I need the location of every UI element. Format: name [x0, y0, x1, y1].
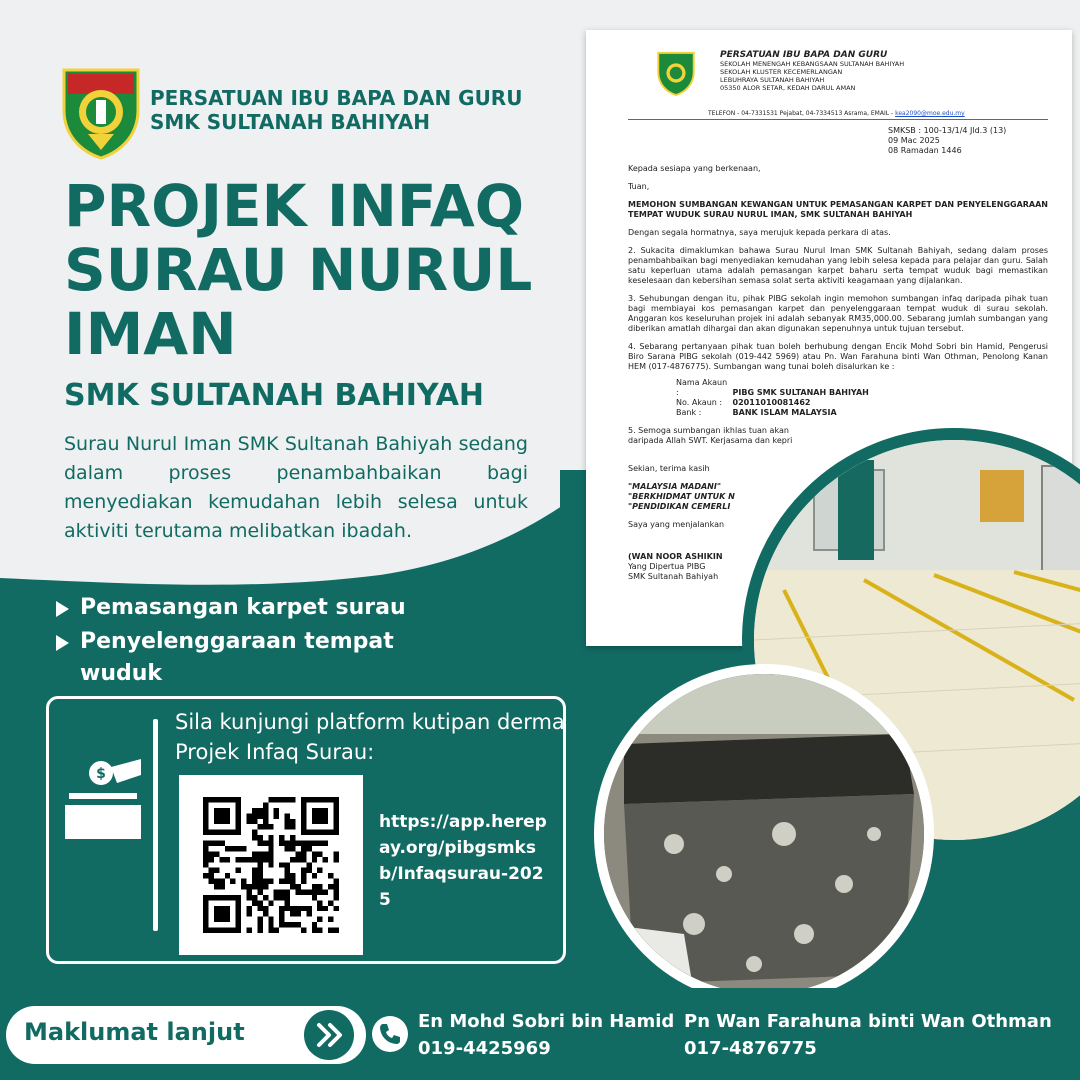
contact-2 [684, 1008, 1052, 1062]
org-line-1: PERSATUAN IBU BAPA DAN GURU [150, 86, 523, 110]
letter-paragraph-3: 3. Sehubungan dengan itu, pihak PIBG sekolah ingin memohon sumbangan infaq daripada pihak tuan bagi membiayai kos pemasangan karpet dan penyelenggaraan tempat wuduk di surau sekolah. Anggaran kos keseluruhan projek ini adalah sebanyak RM35,000.00. Sebarang jumlah sumbangan yang diberikan amatlah dihargai dan akan digunakan sepenuhnya untuk tujuan tersebut. [628, 294, 1048, 333]
signer-title: Yang Dipertua PIBG [628, 562, 706, 571]
double-chevron-right-icon[interactable] [304, 1010, 354, 1060]
play-arrow-icon [56, 601, 69, 617]
svg-text:$: $ [96, 766, 106, 782]
more-info-label: Maklumat lanjut [24, 1018, 245, 1046]
letter-paragraph-2: 2. Sukacita dimaklumkan bahawa Surau Nurul Iman SMK Sultanah Bahiyah, sedang dalam proses penambahbaikan bagi menyediakan kemudahan yang lebih selesa kepada para pelajar dan guru. Salah satu keperluan utama adalah pemasangan karpet baharu serta tempat wuduk bagi memastikan keselesaan dan kebersihan semasa solat serta aktiviti keagamaan yang dijalankan. [628, 246, 1048, 285]
project-headline [64, 174, 584, 366]
qr-code[interactable] [179, 775, 363, 955]
play-arrow-icon [56, 635, 69, 651]
contact-phone[interactable]: 017-4876775 [684, 1038, 817, 1059]
letter-reference [888, 126, 1048, 156]
letter-ref-number: SMKSB : 100-13/1/4 Jld.3 (13) [888, 126, 1007, 135]
letter-hijri-date: 08 Ramadan 1446 [888, 146, 962, 155]
letter-contact-line [708, 110, 965, 117]
contact-1 [418, 1008, 674, 1062]
letter-letterhead [628, 48, 1048, 120]
project-scope-list [56, 592, 476, 692]
school-crest-icon [656, 50, 696, 96]
letter-telephone: TELEFON - 04-7331531 Pejabat, 04-7334513 Asrama, EMAIL - [708, 110, 894, 117]
account-number-label: No. Akaun : [676, 398, 723, 407]
account-name: PIBG SMK SULTANAH BAHIYAH [732, 388, 869, 397]
bank-name: BANK ISLAM MALAYSIA [732, 408, 837, 417]
contact-name: En Mohd Sobri bin Hamid [418, 1011, 675, 1032]
contact-name: Pn Wan Farahuna binti Wan Othman [684, 1011, 1052, 1032]
bank-account-details [676, 378, 1048, 418]
letter-signoff: Saya yang menjalankan [628, 520, 725, 529]
letter-org-name: PERSATUAN IBU BAPA DAN GURU [720, 50, 888, 60]
motto-2: "BERKHIDMAT UNTUK N [628, 492, 735, 501]
contact-phone[interactable]: 019-4425969 [418, 1038, 551, 1059]
vertical-divider [153, 719, 158, 931]
donation-hand-icon [61, 753, 145, 845]
letter-thanks: Sekian, terima kasih [628, 464, 710, 473]
donation-url-link[interactable]: https://app.herepay.org/pibgsmksb/Infaqsurau-2025 [379, 812, 547, 910]
org-line-2: SMK SULTANAH BAHIYAH [150, 110, 431, 134]
letter-cluster: SEKOLAH KLUSTER KECEMERLANGAN [720, 68, 843, 76]
letter-org-block [720, 50, 904, 92]
motto-1: "MALAYSIA MADANI" [628, 482, 722, 491]
visit-instruction: Sila kunjungi platform kutipan derma Projek Infaq Surau: [175, 710, 565, 764]
letter-school: SEKOLAH MENENGAH KEBANGSAAN SULTANAH BAHIYAH [720, 60, 905, 68]
account-name-label: Nama Akaun : [676, 378, 728, 397]
letter-opening: Dengan segala hormatnya, saya merujuk kepada perkara di atas. [628, 228, 891, 237]
wudu-tank-photo [594, 664, 934, 1004]
donation-box [46, 696, 566, 964]
signer-name: (WAN NOOR ASHIKIN [628, 552, 723, 561]
school-crest-icon [60, 64, 142, 160]
wudu-tank-image [604, 674, 924, 994]
headline-line-2: SURAU NURUL [64, 236, 533, 304]
list-item [56, 626, 476, 690]
letter-street: LEBUHRAYA SULTANAH BAHIYAH [720, 76, 825, 84]
list-item [56, 592, 476, 624]
letter-greeting: Tuan, [628, 182, 650, 191]
more-info-button[interactable] [6, 1006, 366, 1064]
letter-subject: MEMOHON SUMBANGAN KEWANGAN UNTUK PEMASANGAN KARPET DAN PENYELENGGARAAN TEMPAT WUDUK SURAU NURUL IMAN, SMK SULTANAH BAHIYAH [628, 200, 1048, 219]
phone-icon [372, 1016, 408, 1052]
account-number: 02011010081462 [732, 398, 811, 407]
headline-line-1: PROJEK INFAQ [64, 172, 525, 240]
list-item-label: Penyelenggaraan tempat wuduk [80, 629, 394, 686]
headline-line-3: IMAN [64, 300, 237, 368]
letter-date: 09 Mac 2025 [888, 136, 940, 145]
letter-salutation: Kepada sesiapa yang berkenaan, [628, 164, 761, 173]
letter-paragraph-5: 5. Semoga sumbangan ikhlas tuan akan [628, 426, 789, 435]
letter-paragraph-4: 4. Sebarang pertanyaan pihak tuan boleh berhubung dengan Encik Mohd Sobri bin Hamid, Pengerusi Biro Sarana PIBG sekolah (019-442 5969) atau Pn. Wan Farahuna binti Wan Othman, Penolong Kanan HEM (017-4876775). Sumbangan wang tunai boleh disalurkan ke : [628, 342, 1048, 371]
letter-email: kea2090@moe.edu.my [895, 110, 965, 117]
headline-subtitle: SMK SULTANAH BAHIYAH [64, 378, 485, 413]
intro-paragraph: Surau Nurul Iman SMK Sultanah Bahiyah sedang dalam proses penambahbaikan bagi menyediakan kemudahan lebih selesa untuk aktiviti terutama melibatkan ibadah. [64, 433, 528, 542]
letter-city: 05350 ALOR SETAR, KEDAH DARUL AMAN [720, 84, 856, 92]
organization-name [150, 86, 522, 134]
qr-code-icon [201, 797, 341, 933]
bank-label: Bank : [676, 408, 702, 417]
signer-school: SMK Sultanah Bahiyah [628, 572, 719, 581]
list-item-label: Pemasangan karpet surau [80, 595, 406, 620]
letter-paragraph-5-cont: daripada Allah SWT. Kerjasama dan kepri [628, 436, 793, 445]
motto-3: "PENDIDIKAN CEMERLI [628, 502, 731, 511]
